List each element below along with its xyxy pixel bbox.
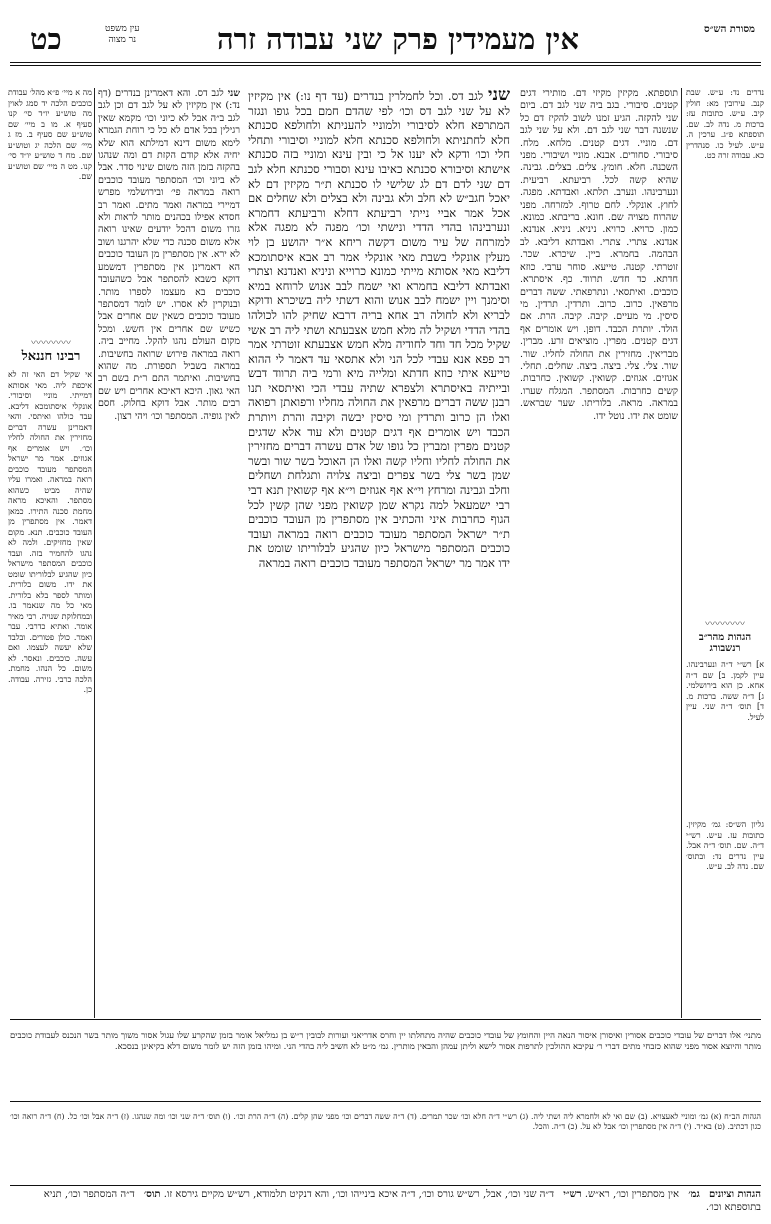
hagahot-text: א] רש״י ד״ה ונערבינהו. עיין לקמן. ב] שם ד״ה אחא. כן הוא בירושלמי. ג] ד״ה ששה. ברכות מ. ד] תוס׳ ד״ה שני. עיין לעיל. <box>686 660 764 722</box>
tosafot-opening-word: שני <box>227 88 240 99</box>
tosafot-text: לגב דס. והא דאמרינן בנדרים (דף נד:) אין מקיזין לא על לגב דם וכן לגב לגב ב״ה אבל לא כיוני וכו׳ מקמא שאין רגילין בכל אדם לא כל כי רוחת הגמרא לימא משום דינא דמילתא הוא שלא יחיה אלא קודם הקזת דם ומה שנהגו בהקזה בזמן הזה משום שינוי סדר. אבל לא ביוני וכו׳ המסתפר מעובד כוכבים רואה במראה פי׳ ובירושלמי מפרש דמיירי במראה ואמר מתים. ואמר רב חסדא אפילו בכהנים מותר לראות ולא גזרו משום דהכל יודעים שאינו רואה אלא משום סכנה כדי שלא יהרגנו ושוב לא ירא. אין מסתפרין מן העובד כוכבים הא דאמרינן אין מסתפרין דמשמע דוקא כשבא להסתפר אבל כשהעובד כוכבים בא מעצמו לספרו מותר. ובנוקרין לא אסרו. יש לומר דמסתפר מעובד כוכבים כשאין שם אחרים אבל כשיש שם אחרים אין חשש. ומכל מקום העולם נהגו להקל. מחייב ביה. רואה במראה פירוש שרואה בחשיבות. במראה בשביל תספורת. מה שהוא בחשיבות. ואיתמר התם ר״ת בשם רב האי גאון. היכא דאיכא אחרים ויש שם רבים מותר. אבל דוקא בחלוק. חסם לאין גופיה. המסתפר וכו׳ ויהי רצון. <box>98 88 240 422</box>
daf-number: כט <box>30 22 62 56</box>
hagahot-vetziyunim <box>10 1188 761 1218</box>
rabenu-chananel-column <box>8 370 92 1018</box>
ein-mishpat-column <box>8 88 92 328</box>
hagahot-vetziyunim-label: הגהות וציונים <box>708 1189 761 1200</box>
header-rule-secondary <box>10 65 761 66</box>
hagahot-habach-text: הגהות הב״ח (א) גמ׳ ומוניי לאעצויא. (ב) שם ואי לא ולחמרא ליה ושתי ליה. (ג) רש״י ד״ה חלא וכו׳ שכר תמרים. (ד) ד״ה ששה דברים וכו׳ מפני שהן קלים. (ה) ד״ה הרת וכו׳. (ו) תוס׳ ד״ה שני וכו׳ ומה שנהגו. (ז) ד״ה אבל וכו׳ כל. (ח) ד״ה רואה וכו׳ כגון דכתיב. (ט) בא״ד. (י) ד״ה אין מסתפרין וכו׳ אבל לא על. (כ) ד״ה. והכל. <box>10 1111 761 1131</box>
hagahot-ornament: 〰〰〰〰 <box>705 619 745 630</box>
masoret-hashas-label: מסורת הש״ס <box>704 24 755 35</box>
page-title: אין מעמידין פרק שני עבודה זרה <box>217 22 579 56</box>
gemara-column <box>248 88 510 1018</box>
hagahot-habach-footer <box>10 1104 761 1182</box>
mishna-continuation <box>10 1022 761 1100</box>
gemara-opening-word: שני <box>487 88 510 105</box>
ein-mishpat-label: עין משפט נר מצוה <box>105 24 140 45</box>
gemara-ref-text: אין מסתפרין וכו׳, רא״ש. <box>584 1189 680 1200</box>
tosafot-ref-label: תוס׳ <box>143 1189 161 1200</box>
rashi-column <box>520 88 678 1018</box>
page-header <box>10 22 761 62</box>
gilyon-hashas-column <box>686 820 764 1020</box>
gilyon-text: גליון הש״ס: גמ׳ מקיזין. כתובות עז. ע״ש. רש״י ד״ה. שם. תוס׳ ד״ה אבל. עיין נדרים נד: ובתוס׳ שם. נדה לב. ע״ש. <box>686 820 764 871</box>
hagahot-column <box>686 660 764 810</box>
masoret-hashas-column <box>686 88 764 588</box>
bottom-rule <box>10 1019 761 1020</box>
footer-rule-secondary <box>10 1185 761 1186</box>
hagahot-title: הגהות מהר״ב רנשבורג <box>698 632 752 654</box>
masoret-text: נדרים נד: ע״ש. שבת קנב. עירובין מא: חולין קיב. ע״ש. כתובות עז: ברכות מ. נדה לב. שם. תוספתא פ״ג. ערכין ה. ע״ש. לעיל כו. סנהדרין כא. עבודה זרה כט. <box>686 88 764 160</box>
rashi-text: תוספתא. מקיזין מקיזי דם. מותירי דגים קטנים. סיבורי. בגב ביה שני לגב דם. ביום שני להקזה. הגיע זמנו לשוב להקיז דם כל שנשנה דבר שני לגב דם. ולא על שני לגב דם. מוניי. דגים קטנים. מלחא. מלח. סיבורי. סחורים. אבנא. מוניי ושיבורי. מפני השכנה. חלא. חומץ. צלים. בצלים. גבינה. שהיא קשה לכל. רביעתא. רביעית. ונערבינהו. ונערב. תלתא. ואבדתא. מפגה. לחוץ. אונקלי. לחם טרוף. למזרחה. מפני שהרוח מצויה שם. חונא. בריבתא. כמונא. כמון. כרויא. כרויא. ניניא. ניניא. אנדנא. אנדנא. צתרי. צתרי. ואבדתא דליבא. לב הבהמה. בחמרא. ביין. שיכרא. שכר. זוטרתי. קטנה. טייעא. סוחר ערבי. כוזא חדתא. כד חדש. תרווד. כף. איסתרא. כוכבים. ואיתסאי. ונתרפאתי. ששה דברים מרפאין. כרוב. כרוב. ותרדין. תרדין. מי סיסין. מי מעיים. קיבה. קיבה. הרת. אם הולד. יותרת הכבד. דופן. ויש אומרים אף דגים קטנים. מפרין. מוציאים זרע. מברין. מבריאין. מחזירין את החולה לחליו. שור. שור. צלי. צלי. ביצה. ביצה. שחלים. תחלי. אגוזים. אגוזים. קשואין. קשואין. כחרבות. קשים כחרבות. המסתפר. המגלח שערו. במראה. מראה. בלוריתו. שער שבראש. שומט את ידו. נוטל ידו. <box>520 88 678 422</box>
column-divider <box>681 88 682 1018</box>
gemara-ref-label: גמ׳ <box>688 1189 700 1200</box>
gemara-text: לגב דס. וכל לחמלרין בנדרים (עד דף נו:) אין מקיזין לא על שני לגב דס וכו׳ לפי שהדם חמם בכל גופו ונגזר המתרפא חלא לסיבורי ולמוניי להעניתא ולחולפא סכנתא חלא לחתניתא ולחולפא סכנתא חלא למוניי וסיבורי ותחלי חלי וכו׳ ודקא לא יענו אל כי ובין עינא ומוניי בזה סכנתא אישתא וסיבורא סכנתא כאיבו עינא וסבורי סכנתא חלא לגב דם שני לדם דם לג שלישי לו סכנתא ת״ר מקיזין דם לא יאכל חגב״ש לא חלב ולא גבינה ולא בצלים ולא שחלים אם אכל אמר אביי נייתי רביעתא דחלא ורביעתא דחמרא ונערבינהו בהדי הדדי ונישתי וכו׳ מפגה לא מפגה אלא למזרחה של עיר משום דקשה ריחא א״ר יהושע בן לוי מעלין אונקלי בשבת מאי אונקלי אמר רב אבא איסתומכא דליבא מאי אסותא מייתי כמונא כרוייא וניניא ואנדנא וצתרי ואבדתא דליבא בחמרא ואי ישמח לבב אנוש לרוחא במיא וסימנך ויין ישמח לבב אנוש והוא דשתי ליה בשיכרא ודוקא לבריא ולא לחולה רב אחא בריה דרבא שחיק להו לכולהו בהדי הדדי ושקיל לה מלא חמש אצבעתא ושתי ליה רב אשי שקיל מכל חד וחד לחודיה מלא חמש אצבעתא זוטרתי אמר רב פפא אנא עבדי לכל הני ולא אתסאי עד דאמר לי ההוא טייעא איתי כוזא חדתא ומלייה מיא ורמי ביה תרווד דבש ובייתיה באיסתרא ולצפרא שתיה עבדי הכי ואיתסאי תנו רבנן ששה דברים מרפאין את החולה מחליו ורפואתן רפואה ואלו הן כרוב ותרדין ומי סיסין יבשה וקיבה והרת ויותרת הכבד ויש אומרים אף דגים קטנים ולא עוד אלא שדגים קטנים מפרין ומברין כל גופו של אדם עשרה דברים מחזירין את החולה לחליו וחליו קשה ואלו הן האוכל בשר שור ובשר שמן בשר צלי בשר צפרים וביצה צלויה ותגלחת ושחלים וחלב וגבינה ומרחץ וי״א אף אגוזים וי״א אף קשואין תנא דבי רבי ישמעאל למה נקרא שמן קשואין מפני שהן קשין לכל הגוף כחרבות איני והכתיב אין מסתפרין מן העובד כוכבים ת״ר ישראל המסתפר מעובד כוכבים רואה במראה ועובד כוכבים המסתפר מישראל כיון שהגיע לבלוריתו שומט את ידו אמר מר ישראל המסתפר מעובד כוכבים רואה במראה <box>248 89 510 570</box>
mishna-text: מתני׳ אלו דברים של עובדי כוכבים אסורין ואיסורן איסור הנאה היין והחומץ של עובדי כוכבים שהיה מתחלתו יין וחרס אדריאני ועורות לבובין ר״ש בן גמליאל אומר בזמן שהקרע שלו עגול אסור משוך מותר בשר הנכנס לעבודת כוכבים מותר והיוצא אסור מפני שהוא כזבחי מתים דברי ר׳ עקיבא ההולכין לתרפות אסור לישא וליתן עמהן והבאין מותרין. גמ׳ מ״ט לא חשיב ליה בהדי הני. ומיהו בזמן הזה יש לומר משום דלא בקיאינן בנסכא. <box>10 1030 761 1052</box>
tosafot-column <box>98 88 240 1018</box>
column-divider <box>94 88 95 1018</box>
ein-mishpat-text: מה א מיי׳ פ״א מהל׳ עבודת כוכבים הלכה יד סמג לאוין מה טוש״ע יו״ד סי׳ קנו סעיף א. מו ב מיי׳ שם טוש״ע שם סעיף ב. מז ג מיי׳ שם הלכה יג וטוש״ע שם. מח ד טוש״ע יו״ד סי׳ קנו. מט ה מיי׳ שם וטוש״ע שם. <box>8 88 92 181</box>
header-rule <box>10 62 761 63</box>
footer-rule <box>10 1101 761 1102</box>
rashi-ref-text: ד״ה שני וכו׳, אבל, רש״ש גורס וכו׳, ד״ה איכא בינייהו וכו׳, והא דנקיט תלמודא, רש״ש מקיים גירסא זו. <box>163 1189 555 1200</box>
rashi-ref-label: רש״י <box>563 1189 582 1200</box>
rabenu-chananel-text: אי שקיל דם האי זה לא איכפת ליה. מאי אסותא דמייתי. מוניי וסיבורי. אונקלי איסתומכא דליבא. עבד כולהו ואיתסי. והאי דאמרינן עשרה דברים מחזירין את החולה לחליו וכו׳. ויש אומרים אף אגוזים. אמר מר ישראל המסתפר מעובד כוכבים רואה במראה. ואמרו עליו שהיה מביט כשהוא מסתפר. והאיכא מראה מחמת סכנה התירו. כמאן דאמר. אין מסתפרין מן העובד כוכבים. תנא. מקום שאין מחזיקים. ולמה לא נהגו להחמיר בזה. ועבד כוכבים המסתפר מישראל כיון שהגיע לבלוריתו שומט את ידו. משום בלורית. ומותר לספר בלא בלורית. מאי כל מה שנאמר בו. ובמחלוקת שנויה. רבי מאיר אומר. ואתיא כדרבי. עבר ואמר. כולן פטורים. ובלבד שלא יעשה לעצמו. ואם עשה. כוכבים. ונאסר. לא משום. כל הנהו. מחמת. הלכה כרבי. גזירה. עבודה. כן. <box>8 370 92 694</box>
rabenu-chananel-title: רבינו חננאל <box>21 349 81 364</box>
rabenu-ornament: 〰〰〰〰 <box>31 338 71 349</box>
tosafot-ref-text: ד״ה המסתפר וכו׳, תניא בתוספתא וכו׳. <box>43 1189 761 1213</box>
